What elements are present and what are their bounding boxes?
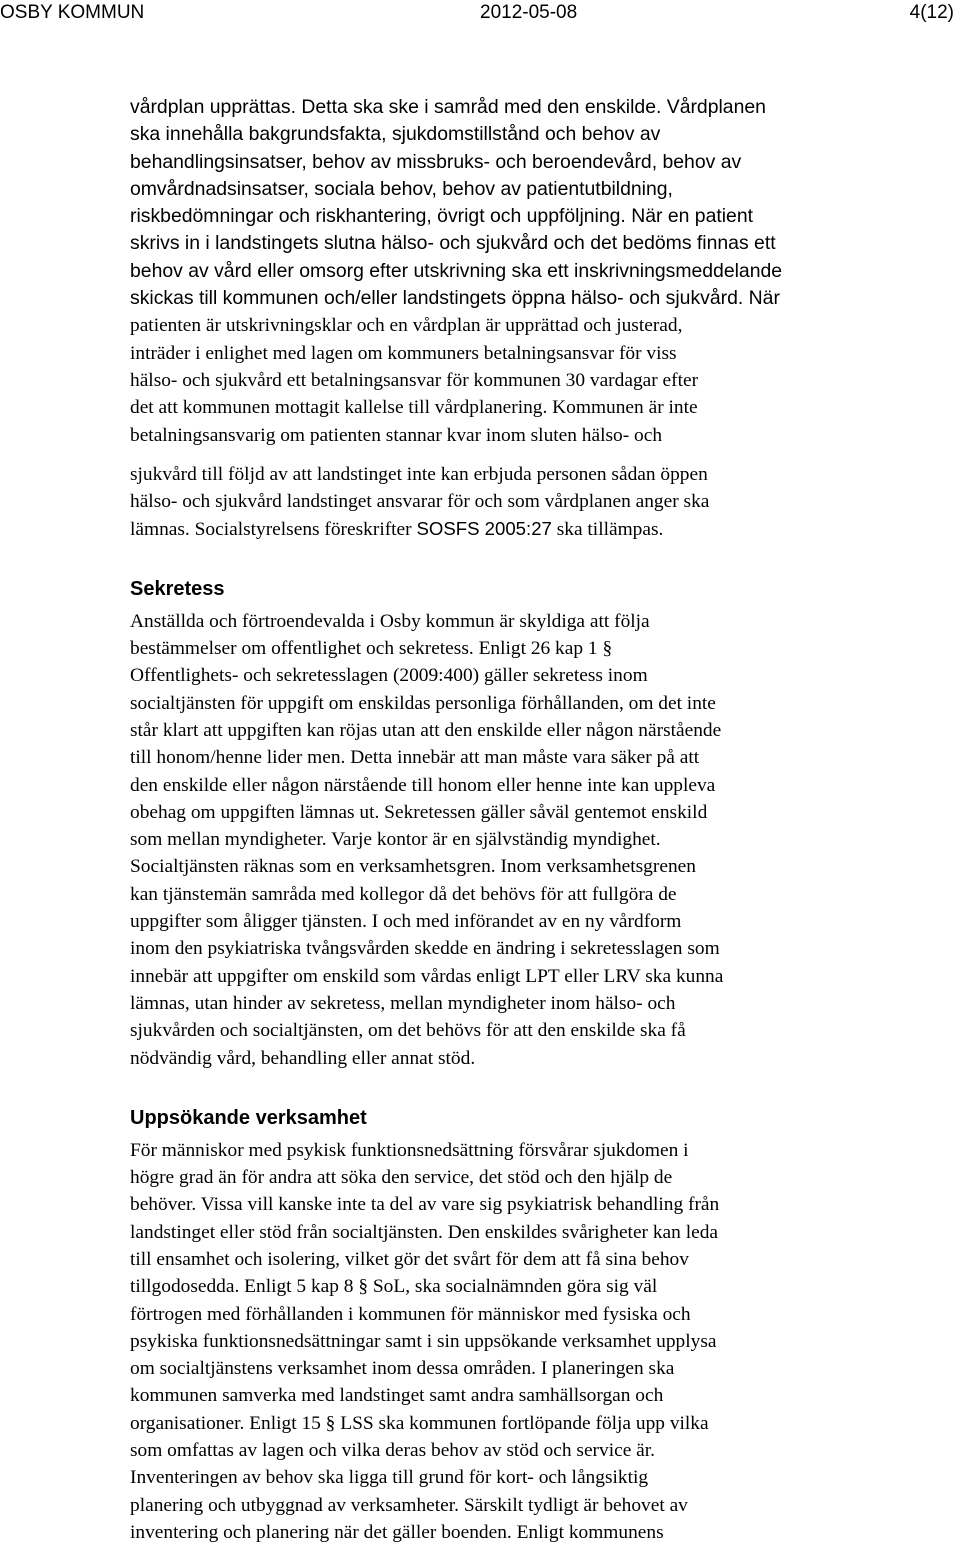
text-line: sjukvård till följd av att landstinget inte kan erbjuda personen sådan öppen — [130, 463, 708, 485]
text-line: bestämmelser om offentlighet och sekretess. Enligt 26 kap 1 § — [130, 638, 613, 660]
text-segment: ska tillämpas. — [551, 519, 664, 541]
section-heading-sekretess: Sekretess — [130, 577, 225, 600]
text-line: behöver. Vissa vill kanske inte ta del av vare sig psykiatrisk behandling från — [130, 1194, 720, 1216]
text-line: Socialtjänsten räknas som en verksamhetsgren. Inom verksamhetsgrenen — [130, 856, 696, 878]
text-line: förtrogen med förhållanden i kommunen för människor med fysiska och — [130, 1303, 691, 1325]
text-line: det att kommunen mottagit kallelse till vårdplanering. Kommunen är inte — [130, 397, 698, 419]
text-line: patienten är utskrivningsklar och en vårdplan är upprättad och justerad, — [130, 315, 683, 337]
text-line: kan tjänstemän samråda med kollegor då det behövs för att fullgöra de — [130, 883, 677, 905]
text-line: om socialtjänstens verksamhet inom dessa områden. I planeringen ska — [130, 1358, 675, 1380]
text-line: kommunen samverka med landstinget samt andra samhällsorgan och — [130, 1385, 664, 1407]
header-page-number: 4(12) — [909, 2, 954, 23]
text-line: psykiska funktionsnedsättningar samt i sin uppsökande verksamhet upplysa — [130, 1330, 717, 1352]
text-line: skrivs in i landstingets slutna hälso- och sjukvård och det bedöms finnas ett — [130, 232, 776, 255]
text-line: till ensamhet och isolering, vilket gör det svårt för dem att få sina behov — [130, 1248, 689, 1270]
text-line: inventering och planering när det gäller boenden. Enligt kommunens — [130, 1521, 664, 1543]
text-line: För människor med psykisk funktionsnedsättning försvårar sjukdomen i — [130, 1139, 689, 1161]
text-line: Inventeringen av behov ska ligga till grund för kort- och långsiktig — [130, 1467, 649, 1489]
text-line: omvårdnadsinsatser, sociala behov, behov av patientutbildning, — [130, 177, 673, 200]
text-line-with-reference — [130, 515, 930, 542]
paragraph-sosfs — [130, 461, 930, 543]
text-segment: lämnas. Socialstyrelsens föreskrifter — [130, 519, 417, 541]
text-line: organisationer. Enligt 15 § LSS ska kommunen fortlöpande följa upp vilka — [130, 1412, 709, 1434]
text-line: betalningsansvarig om patienten stannar kvar inom sluten hälso- och — [130, 424, 663, 446]
text-line: som omfattas av lagen och vilka deras behov av stöd och service är. — [130, 1440, 655, 1462]
paragraph-vardplan-sans — [130, 94, 930, 312]
text-line: landstinget eller stöd från socialtjänsten. Den enskildes svårigheter kan leda — [130, 1221, 718, 1243]
text-line: som mellan myndigheter. Varje kontor är en självständig myndighet. — [130, 829, 661, 851]
text-line: innebär att uppgifter om enskild som vårdas enligt LPT eller LRV ska kunna — [130, 965, 724, 987]
text-line: obehag om uppgiften lämnas ut. Sekretessen gäller såväl gentemot enskild — [130, 801, 708, 823]
text-line: uppgifter som åligger tjänsten. I och med införandet av en ny vårdform — [130, 911, 682, 933]
text-line: nödvändig vård, behandling eller annat stöd. — [130, 1047, 476, 1069]
header-organization: OSBY KOMMUN — [0, 2, 145, 23]
text-line: behandlingsinsatser, behov av missbruks- och beroendevård, behov av — [130, 150, 742, 173]
text-line: behov av vård eller omsorg efter utskrivning ska ett inskrivningsmeddelande — [130, 259, 783, 282]
text-line: planering och utbyggnad av verksamheter. Särskilt tydligt är behovet av — [130, 1494, 688, 1516]
header-date: 2012-05-08 — [480, 2, 578, 23]
section-heading-uppsokande: Uppsökande verksamhet — [130, 1106, 367, 1129]
page-header — [0, 0, 960, 28]
text-line: står klart att uppgiften kan röjas utan att den enskilde eller någon närstående — [130, 719, 722, 741]
text-line: tillgodosedda. Enligt 5 kap 8 § SoL, ska socialnämnden göra sig väl — [130, 1276, 658, 1298]
text-line: högre grad än för andra att söka den service, det stöd och den hjälp de — [130, 1167, 673, 1189]
text-line: lämnas, utan hinder av sekretess, mellan myndigheter inom hälso- och — [130, 992, 676, 1014]
paragraph-uppsokande — [130, 1137, 930, 1546]
paragraph-sekretess — [130, 608, 930, 1072]
text-line: hälso- och sjukvård landstinget ansvarar för och som vårdplanen anger ska — [130, 491, 710, 513]
text-line: till honom/henne lider men. Detta innebär att man måste vara säker på att — [130, 747, 700, 769]
text-line: vårdplan upprättas. Detta ska ske i samråd med den enskilde. Vårdplanen — [130, 96, 766, 118]
text-line: inom den psykiatriska tvångsvården skedde en ändring i sekretesslagen som — [130, 938, 720, 960]
text-line: Anställda och förtroendevalda i Osby kommun är skyldiga att följa — [130, 610, 650, 632]
text-line: socialtjänsten för uppgift om enskildas personliga förhållanden, om det inte — [130, 692, 716, 714]
text-line: Offentlighets- och sekretesslagen (2009:400) gäller sekretess inom — [130, 665, 648, 687]
text-line: ska innehålla bakgrundsfakta, sjukdomstillstånd och behov av — [130, 123, 661, 146]
text-line: skickas till kommunen och/eller landstingets öppna hälso- och sjukvård. När — [130, 287, 780, 310]
text-line: sjukvården och socialtjänsten, om det behövs för att den enskilde ska få — [130, 1020, 686, 1042]
text-line: hälso- och sjukvård ett betalningsansvar för kommunen 30 vardagar efter — [130, 369, 699, 391]
text-line: inträder i enlighet med lagen om kommuners betalningsansvar för viss — [130, 342, 677, 364]
text-line: den enskilde eller någon närstående till honom eller henne inte kan uppleva — [130, 774, 716, 796]
regulation-reference: SOSFS 2005:27 — [416, 518, 552, 540]
text-line: riskbedömningar och riskhantering, övrigt och uppföljning. När en patient — [130, 205, 754, 228]
paragraph-betalningsansvar — [130, 312, 930, 448]
document-body — [130, 94, 930, 1546]
